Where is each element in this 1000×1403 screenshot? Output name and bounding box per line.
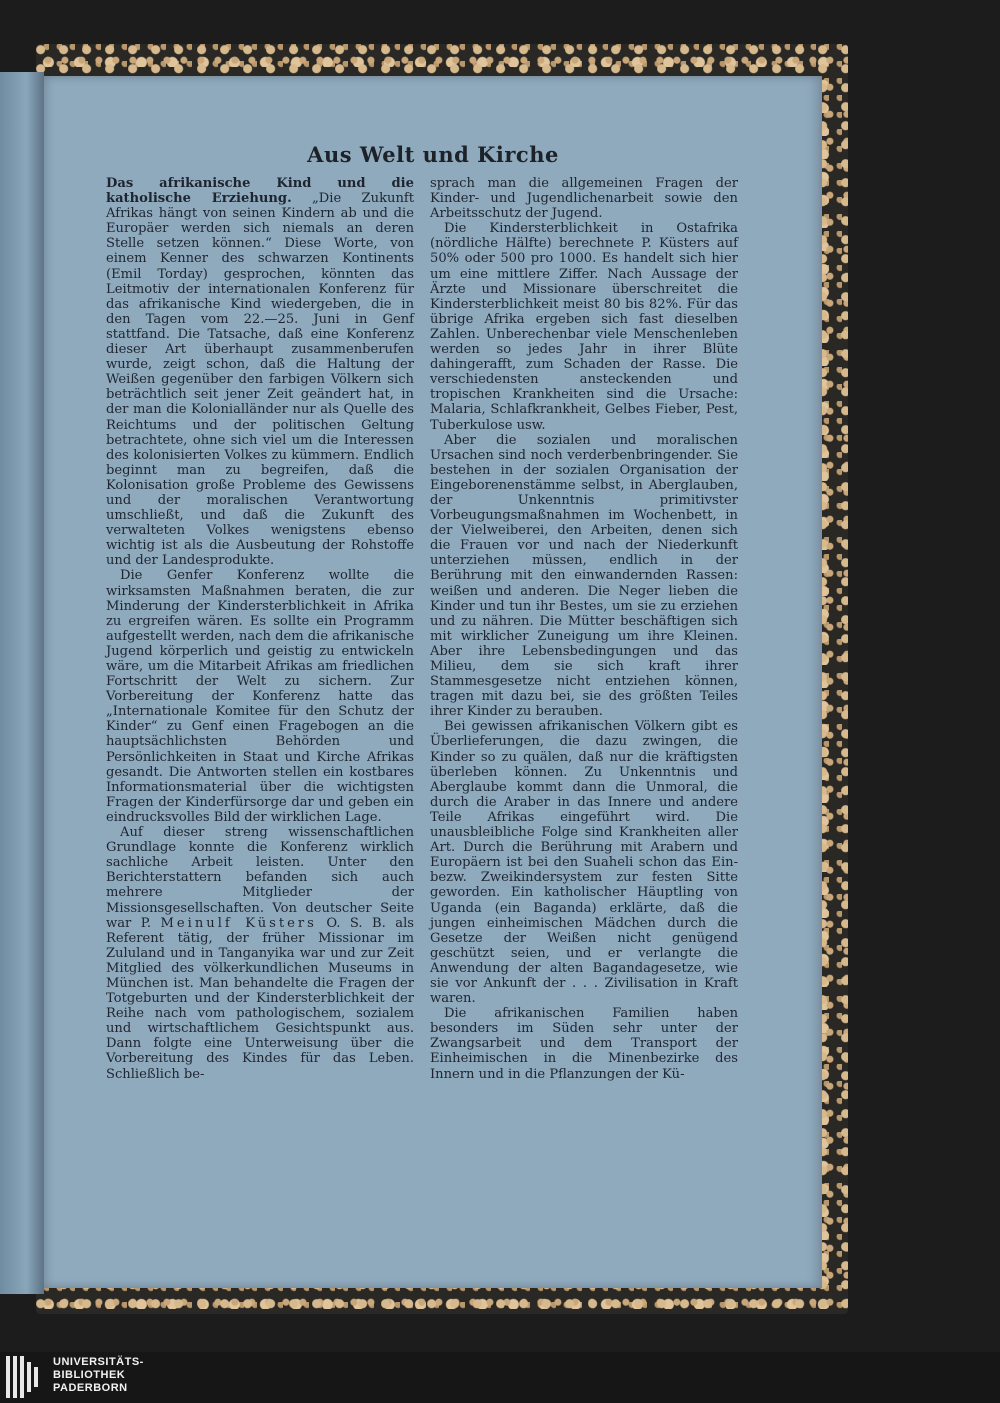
paragraph <box>106 825 414 1082</box>
article-lead: Das afrikanische Kind und die katholische Erziehung. <box>106 176 414 207</box>
paragraph: Die Kindersterblichkeit in Ostafrika (nördliche Hälfte) berechnete P. Küsters auf 50% oder 500 pro 1000. Es handelt sich hier um eine mittlere Ziffer. Nach Aussage der Ärzte und Missionare überschreitet die Kindersterblichkeit meist 80 bis 82%. Für das übrige Afrika ergeben sich fast dieselben Zahlen. Unberechenbar viele Menschenleben werden so jedes Jahr in ihrer Blüte dahingerafft, zum Schaden der Rasse. Die verschiedensten ansteckenden und tropischen Krankheiten sind die Ursache: Malaria, Schlafkrankheit, Gelbes Fieber, Pest, Tuberkulose usw. <box>430 221 738 433</box>
library-logo-icon <box>6 1356 46 1398</box>
author-name: Meinulf Küsters <box>160 915 317 931</box>
left-column <box>106 176 414 1082</box>
page-title: Aus Welt und Kirche <box>307 142 559 167</box>
paragraph: Die Genfer Konferenz wollte die wirksamsten Maßnahmen beraten, die zur Minderung der Kindersterblichkeit in Afrika zu ergreifen wären. Es sollte ein Programm aufgestellt werden, nach dem die afrikanische Jugend körperlich und geistig zu entwickeln wäre, um die Mitarbeit Afrikas am friedlichen Fortschritt der Welt zu sichern. Zur Vorbereitung der Konferenz hatte das „Internationale Komitee für den Schutz der Kinder“ zu Genf einen Fragebogen an die hauptsächlichsten Behörden und Persönlichkeiten in Staat und Kirche Afrikas gesandt. Die Antworten stellen ein kostbares Informationsmaterial über die wichtigsten Fragen der Kinderfürsorge dar und geben ein eindrucksvolles Bild der wirklichen Lage. <box>106 568 414 825</box>
previous-page-edge <box>0 72 44 1294</box>
right-column <box>430 176 738 1082</box>
paragraph: Bei gewissen afrikanischen Völkern gibt es Überlieferungen, die dazu zwingen, die Kinder so zu quälen, daß nur die kräftigsten überleben können. Zu Unkenntnis und Aberglaube kommt dann die Unmoral, die durch die Araber in das Innere und andere Teile Afrikas eingeführt wird. Die unausbleibliche Folge sind Krankheiten aller Art. Durch die Berührung mit Arabern und Europäern ist bei den Suaheli schon das Ein- bezw. Zweikindersystem zur festen Sitte geworden. Ein katholischer Häuptling von Uganda (ein Baganda) erklärte, daß die jungen einheimischen Mädchen durch die Gesetze der Weißen nicht genügend geschützt seien, und er verlangte die Anwendung der alten Bagandagesetze, wie sie vor Ankunft der . . . Zivilisation in Kraft waren. <box>430 719 738 1007</box>
library-logo-text: UNIVERSITÄTS- BIBLIOTHEK PADERBORN <box>53 1356 144 1394</box>
paragraph: Die afrikanischen Familien haben besonders im Süden sehr unter der Zwangsarbeit und dem Transport der Einheimischen in die Minenbezirke des Innern und in die Pflanzungen der Kü- <box>430 1006 738 1082</box>
book-page <box>44 76 822 1288</box>
paragraph-text: O. S. B. als Referent tätig, der früher Missionar im Zululand und in Tanganyika war und zur Zeit Mitglied des völkerkundlichen Museums in München ist. Man behandelte die Fragen der Totgeburten und der Kindersterblichkeit der Reihe nach vom pathologischem, sozialem und wirtschaftlichem Gesichtspunkt aus. Dann folgte eine Unterweisung über die Vorbereitung des Kindes für das Leben. Schließlich be- <box>106 915 414 1082</box>
paragraph: sprach man die allgemeinen Fragen der Kinder- und Jugendlichenarbeit sowie den Arbeitsschutz der Jugend. <box>430 176 738 222</box>
paragraph <box>106 176 414 568</box>
paragraph-text: Auf dieser streng wissenschaftlichen Grundlage konnte die Konferenz wirklich sachliche Arbeit leisten. Unter den Berichterstattern befanden sich auch mehrere Mitglieder der Missionsgesellschaften. Von deutscher Seite war P. <box>106 825 414 931</box>
paragraph-text: „Die Zukunft Afrikas hängt von seinen Kindern ab und die Europäer werden sich niemals an deren Stelle setzen können.“ Diese Worte, von einem Kenner des schwarzen Kontinents (Emil Torday) gesprochen, könnten das Leitmotiv der internationalen Konferenz für das afrikanische Kind wiedergeben, die in den Tagen vom 22.—25. Juni in Genf stattfand. Die Tatsache, daß eine Konferenz dieser Art überhaupt zusammenberufen wurde, zeigt schon, daß die Haltung der Weißen gegenüber den farbigen Völkern sich beträchtlich seit jener Zeit geändert hat, in der man die Kolonialländer nur als Quelle des Reichtums und der politischen Geltung betrachtete, ohne sich viel um die Interessen des kolonisierten Volkes zu kümmern. Endlich beginnt man zu begreifen, daß die Kolonisation große Probleme des Gewissens und der moralischen Verantwortung umschließt, und daß die Zukunft des verwalteten Volkes wenigstens ebenso wichtig ist als die Ausbeutung der Rohstoffe und der Landesprodukte. <box>106 191 414 569</box>
paragraph: Aber die sozialen und moralischen Ursachen sind noch verderbenbringender. Sie bestehen in der sozialen Organisation der Eingeborenenstämme selbst, in Aberglauben, der Unkenntnis primitivster Vorbeugungsmaßnahmen im Wochenbett, in der Vielweiberei, den Arbeiten, denen sich die Frauen vor und nach der Niederkunft unterziehen müssen, endlich in der Berührung mit den einwandernden Rassen: weißen und anderen. Die Neger lieben die Kinder und tun ihr Bestes, um sie zu erziehen und zu nähren. Die Mütter beschäftigen sich mit wirklicher Zuneigung um ihre Kleinen. Aber ihre Lebensbedingungen und das Milieu, dem sie sich kraft ihrer Stammesgesetze nicht entziehen können, tragen mit dazu bei, sie des größten Teiles ihrer Kinder zu berauben. <box>430 432 738 720</box>
